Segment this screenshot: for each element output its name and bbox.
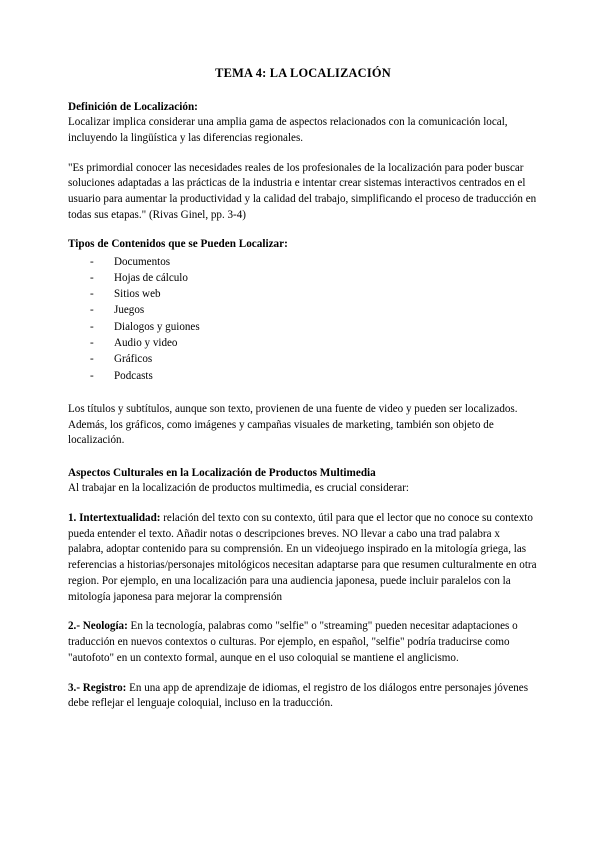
list-item — [68, 351, 538, 367]
dash-bullet: - — [90, 353, 94, 366]
list-item-label: Sitios web — [114, 288, 161, 301]
list-item-label: Gráficos — [114, 353, 153, 366]
point-text: relación del texto con su contexto, útil para que el lector que no conoce su contexto pueda entender el texto. Añadir notas o descripciones breves. NO llevar a cabo una trad palabra x palabra, adoptar contenido para su comprensión. En un videojuego inspirado en la mitología griega, las referencias a historias/personajes mitológicos necesitan adaptarse para que resumen culturalmente en otra region. Por ejemplo, en una localización para una audiencia japonesa, puede incluir paralelos con la mitología japonesa para mejorar la comprensión — [68, 511, 537, 603]
cultural-intro: Al trabajar en la localización de productos multimedia, es crucial considerar: — [68, 482, 409, 495]
point-registro — [68, 681, 538, 713]
dash-bullet: - — [90, 255, 94, 268]
page-title: TEMA 4: LA LOCALIZACIÓN — [215, 66, 391, 80]
list-item — [68, 286, 538, 302]
point-label: 2.- Neología: — [68, 620, 128, 633]
list-item-label: Juegos — [114, 304, 145, 317]
point-intertextualidad — [68, 511, 538, 606]
list-item-label: Hojas de cálculo — [114, 271, 188, 284]
dash-bullet: - — [90, 369, 94, 382]
dash-bullet: - — [90, 271, 94, 284]
point-text: En una app de aprendizaje de idiomas, el registro de los diálogos entre personajes jóvenes debe reflejar el lenguaje coloquial, incluso en la traducción. — [68, 681, 529, 710]
definition-heading: Definición de Localización: — [68, 101, 198, 113]
quote-block: "Es primordial conocer las necesidades reales de los profesionales de la localización para poder buscar soluciones adaptadas a las prácticas de la industria e intentar crear sistemas interactivos centrados en el usuario para aumentar la productividad y la calidad del trabajo, simplificando el proceso de traducción en todas sus etapas." (Rivas Ginel, pp. 3-4) — [68, 161, 537, 221]
dash-bullet: - — [90, 336, 94, 349]
spacer — [68, 497, 538, 511]
types-heading: Tipos de Contenidos que se Pueden Localizar: — [68, 237, 288, 250]
list-item — [68, 270, 538, 286]
list-item — [68, 254, 538, 270]
spacer — [68, 147, 538, 161]
list-item-label: Documentos — [114, 255, 171, 268]
point-neologia — [68, 619, 538, 666]
point-text: En la tecnología, palabras como "selfie" o "streaming" pueden necesitar adaptaciones o traducción en nuevos contextos o culturas. Por ejemplo, en español, "selfie" podría traducirse como "autofoto" en un contexto formal, aunque en el uso coloquial se mantiene el anglicismo. — [68, 620, 518, 664]
dash-bullet: - — [90, 304, 94, 317]
cultural-heading: Aspectos Culturales en la Localización de Productos Multimedia — [68, 467, 376, 480]
list-item — [68, 302, 538, 318]
list-item — [68, 335, 538, 351]
types-list — [68, 254, 538, 384]
definition-text: Localizar implica considerar una amplia gama de aspectos relacionados con la comunicación local, incluyendo la lingüística y las diferencias regionales. — [68, 116, 508, 144]
spacer — [68, 605, 538, 619]
list-item-label: Dialogos y guiones — [114, 320, 200, 333]
spacer — [68, 667, 538, 681]
list-item-label: Podcasts — [114, 369, 153, 382]
point-label: 1. Intertextualidad: — [68, 511, 161, 524]
list-item — [68, 368, 538, 384]
after-list-text: Los títulos y subtítulos, aunque son texto, provienen de una fuente de video y pueden ser localizados. Además, los gráficos, como imágenes y campañas visuales de marketing, también son objeto de localización. — [68, 402, 518, 447]
dash-bullet: - — [90, 288, 94, 301]
spacer — [68, 449, 538, 467]
list-item-label: Audio y video — [114, 336, 178, 349]
list-item — [68, 319, 538, 335]
spacer — [68, 224, 538, 238]
point-label: 3.- Registro: — [68, 681, 127, 694]
dash-bullet: - — [90, 320, 94, 333]
spacer — [68, 384, 538, 402]
